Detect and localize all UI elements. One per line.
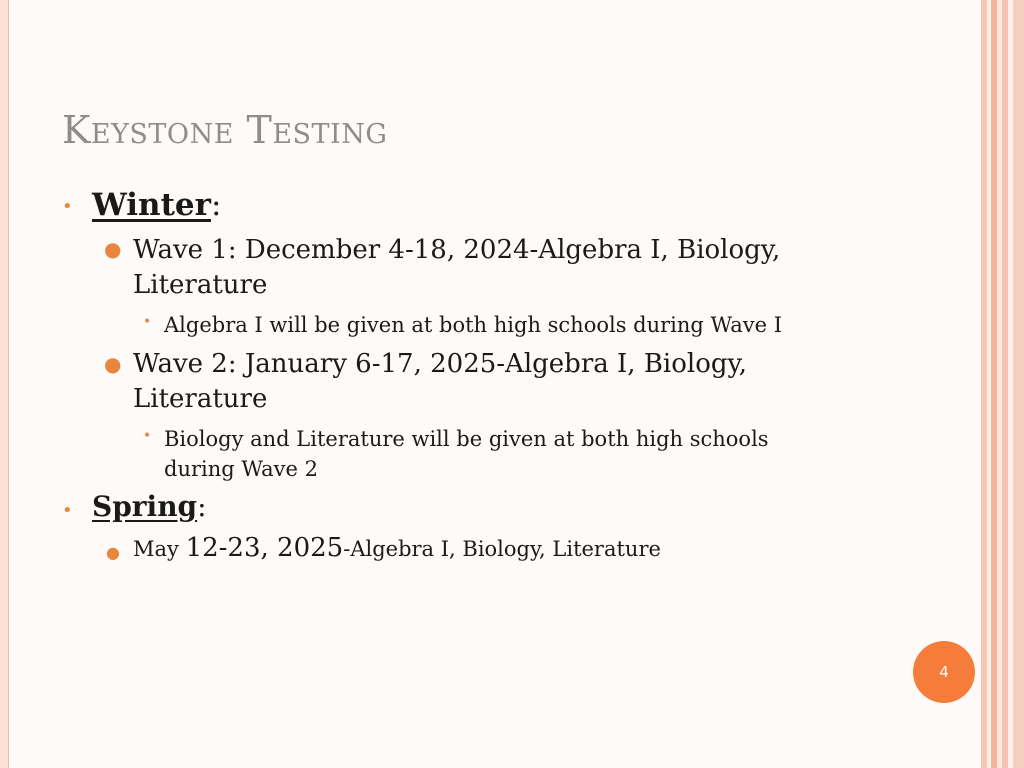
- spring-item-dates: 12-23, 2025: [185, 533, 344, 563]
- wave-1-line-2: Literature: [133, 270, 268, 300]
- wave-2-line-2: Literature: [133, 384, 268, 414]
- wave-1-note: Algebra I will be given at both high schools during Wave I: [164, 313, 783, 337]
- spring-item-suffix: -Algebra I, Biology, Literature: [343, 537, 661, 561]
- wave-2-note-line-2: during Wave 2: [164, 457, 318, 481]
- page-number-badge: 4: [913, 641, 975, 703]
- bullet-icon: ●: [104, 237, 122, 261]
- slide-title: Keystone Testing: [62, 108, 388, 152]
- decorative-stripe: [1013, 0, 1024, 768]
- spring-label: Spring: [92, 490, 198, 523]
- bullet-icon: •: [143, 428, 152, 444]
- spring-item: [133, 533, 661, 563]
- bullet-icon: ●: [106, 543, 120, 562]
- spring-colon: :: [197, 490, 207, 523]
- wave-2-note-line-1: Biology and Literature will be given at both high schools: [164, 427, 769, 451]
- bullet-icon: •: [62, 196, 73, 217]
- winter-heading: [92, 187, 221, 223]
- bullet-icon: •: [143, 314, 152, 330]
- winter-label: Winter: [92, 187, 211, 223]
- wave-2-line-1: Wave 2: January 6-17, 2025-Algebra I, Biology,: [133, 349, 748, 379]
- wave-1-line-1: Wave 1: December 4-18, 2024-Algebra I, Biology,: [133, 235, 781, 265]
- spring-heading: [92, 490, 207, 523]
- bullet-icon: •: [62, 500, 73, 521]
- bullet-icon: ●: [104, 352, 122, 376]
- slide-left-border: [0, 0, 9, 768]
- winter-colon: :: [210, 187, 222, 223]
- spring-item-prefix: May: [133, 537, 186, 561]
